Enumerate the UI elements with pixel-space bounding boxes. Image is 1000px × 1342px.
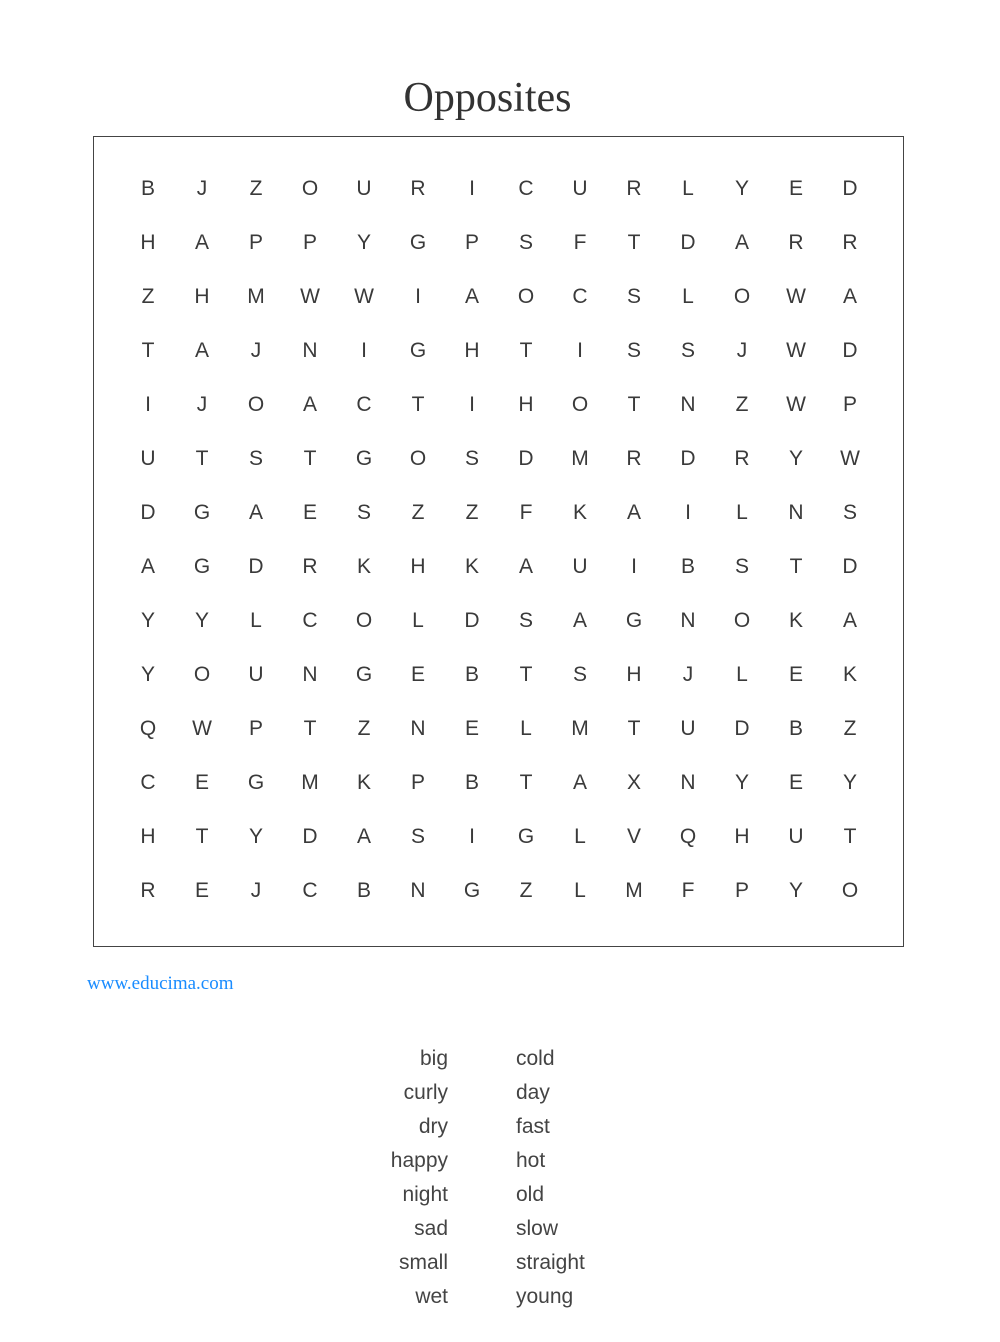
grid-letter[interactable]: U [140, 447, 156, 470]
grid-letter[interactable]: A [248, 501, 263, 524]
grid-letter[interactable]: T [519, 663, 533, 686]
grid-letter[interactable]: M [571, 447, 589, 470]
word-list-item: hot [516, 1149, 546, 1172]
grid-letter[interactable]: A [626, 501, 641, 524]
grid-letter[interactable]: A [302, 393, 317, 416]
grid-letter[interactable]: P [410, 771, 425, 794]
grid-letter[interactable]: H [140, 231, 156, 254]
word-list-item: fast [516, 1115, 550, 1138]
grid-letter[interactable]: Y [788, 879, 803, 902]
grid-letter[interactable]: H [518, 393, 534, 416]
grid-row [121, 432, 881, 486]
word-list-item: cold [516, 1047, 555, 1070]
grid-letter[interactable]: G [517, 825, 535, 848]
grid-letter[interactable]: L [250, 609, 262, 632]
grid-letter[interactable]: S [356, 501, 371, 524]
grid-letter[interactable]: Z [249, 177, 263, 200]
grid-letter[interactable]: F [519, 501, 533, 524]
grid-letter[interactable]: L [520, 717, 532, 740]
grid-letter[interactable]: N [680, 393, 696, 416]
grid-letter[interactable]: A [194, 231, 209, 254]
grid-letter[interactable]: N [410, 879, 426, 902]
grid-letter[interactable]: S [518, 609, 533, 632]
grid-letter[interactable]: O [355, 609, 373, 632]
word-list-item: night [402, 1183, 448, 1206]
grid-letter[interactable]: G [409, 231, 427, 254]
grid-letter[interactable]: Z [411, 501, 425, 524]
grid-letter[interactable]: R [626, 177, 642, 200]
grid-letter[interactable]: W [840, 447, 860, 470]
grid-row [121, 540, 881, 594]
grid-row [121, 756, 881, 810]
grid-letter[interactable]: Z [141, 285, 155, 308]
grid-letter[interactable]: K [572, 501, 587, 524]
grid-letter[interactable]: A [464, 285, 479, 308]
grid-letter[interactable]: S [572, 663, 587, 686]
word-list-item: day [516, 1081, 550, 1104]
grid-letter[interactable]: C [356, 393, 372, 416]
grid-letter[interactable]: B [788, 717, 803, 740]
grid-letter[interactable]: O [517, 285, 535, 308]
grid-letter[interactable]: D [734, 717, 750, 740]
grid-letter[interactable]: V [626, 825, 641, 848]
grid-letter[interactable]: G [355, 447, 373, 470]
grid-letter[interactable]: D [518, 447, 534, 470]
grid-letter[interactable]: U [788, 825, 804, 848]
grid-letter[interactable]: U [572, 555, 588, 578]
grid-letter[interactable]: T [141, 339, 155, 362]
grid-letter[interactable]: D [842, 555, 858, 578]
grid-letter[interactable]: I [469, 177, 475, 200]
grid-letter[interactable]: D [302, 825, 318, 848]
grid-letter[interactable]: M [625, 879, 643, 902]
word-column-left [391, 1042, 448, 1314]
grid-letter[interactable]: N [410, 717, 426, 740]
grid-letter[interactable]: T [627, 717, 641, 740]
grid-letter[interactable]: J [682, 663, 694, 686]
grid-letter[interactable]: H [140, 825, 156, 848]
word-list-item: straight [516, 1251, 585, 1274]
grid-letter[interactable]: T [411, 393, 425, 416]
grid-letter[interactable]: E [302, 501, 317, 524]
grid-letter[interactable]: R [734, 447, 750, 470]
grid-letter[interactable]: S [680, 339, 695, 362]
grid-letter[interactable]: G [193, 555, 211, 578]
grid-letter[interactable]: O [733, 609, 751, 632]
grid-letter[interactable]: R [410, 177, 426, 200]
word-list-item: curly [403, 1081, 448, 1104]
grid-letter[interactable]: Q [679, 825, 697, 848]
grid-letter[interactable]: W [786, 393, 806, 416]
grid-letter[interactable]: J [250, 339, 262, 362]
grid-letter[interactable]: T [519, 771, 533, 794]
grid-letter[interactable]: K [842, 663, 857, 686]
grid-letter[interactable]: K [464, 555, 479, 578]
word-list-item: big [419, 1047, 448, 1070]
grid-letter[interactable]: K [356, 771, 371, 794]
grid-row [121, 486, 881, 540]
grid-letter[interactable]: T [789, 555, 803, 578]
site-link[interactable]: www.educima.com [87, 973, 234, 994]
grid-letter[interactable]: C [302, 879, 318, 902]
grid-letter[interactable]: R [788, 231, 804, 254]
grid-letter[interactable]: D [248, 555, 264, 578]
grid-row [121, 378, 881, 432]
grid-letter[interactable]: Z [735, 393, 749, 416]
grid-letter[interactable]: J [250, 879, 262, 902]
word-list-item: sad [414, 1217, 448, 1240]
grid-letter[interactable]: A [518, 555, 533, 578]
grid-letter[interactable]: B [464, 771, 479, 794]
grid-letter[interactable]: A [572, 609, 587, 632]
grid-letter[interactable]: O [571, 393, 589, 416]
grid-letter[interactable]: Z [843, 717, 857, 740]
grid-letter[interactable]: A [572, 771, 587, 794]
grid-letter[interactable]: N [302, 663, 318, 686]
grid-letter[interactable]: E [788, 663, 803, 686]
page-title: Opposites [403, 75, 572, 121]
grid-letter[interactable]: Y [734, 177, 749, 200]
grid-letter[interactable]: J [196, 393, 208, 416]
grid-letter[interactable]: R [842, 231, 858, 254]
grid-letter[interactable]: L [736, 501, 748, 524]
grid-letter[interactable]: E [788, 177, 803, 200]
grid-letter[interactable]: S [734, 555, 749, 578]
grid-row [121, 324, 881, 378]
grid-letter[interactable]: U [248, 663, 264, 686]
grid-letter[interactable]: I [469, 393, 475, 416]
grid-letter[interactable]: C [518, 177, 534, 200]
word-list-item: young [516, 1285, 574, 1308]
grid-letter[interactable]: P [734, 879, 749, 902]
grid-letter[interactable]: M [571, 717, 589, 740]
grid-letter[interactable]: P [248, 231, 263, 254]
grid-letter[interactable]: A [194, 339, 209, 362]
grid-letter[interactable]: D [842, 339, 858, 362]
grid-letter[interactable]: Y [140, 609, 155, 632]
grid-letter[interactable]: I [361, 339, 367, 362]
grid-letter[interactable]: P [302, 231, 317, 254]
grid-letter[interactable]: L [736, 663, 748, 686]
grid-letter[interactable]: C [572, 285, 588, 308]
grid-letter[interactable]: T [303, 717, 317, 740]
grid-letter[interactable]: O [841, 879, 859, 902]
grid-letter[interactable]: E [788, 771, 803, 794]
word-list-item: slow [516, 1217, 559, 1240]
grid-letter[interactable]: O [733, 285, 751, 308]
grid-letter[interactable]: M [247, 285, 265, 308]
grid-letter[interactable]: I [415, 285, 421, 308]
grid-letter[interactable]: O [409, 447, 427, 470]
grid-letter[interactable]: S [842, 501, 857, 524]
grid-letter[interactable]: W [192, 717, 212, 740]
grid-letter[interactable]: T [843, 825, 857, 848]
word-list-item: old [516, 1183, 545, 1206]
grid-letter[interactable]: R [302, 555, 318, 578]
grid-letter[interactable]: K [356, 555, 371, 578]
grid-letter[interactable]: I [469, 825, 475, 848]
grid-letter[interactable]: T [303, 447, 317, 470]
grid-letter[interactable]: I [145, 393, 151, 416]
grid-letter[interactable]: E [194, 879, 209, 902]
grid-row [121, 702, 881, 756]
grid-letter[interactable]: I [685, 501, 691, 524]
grid-letter[interactable]: E [194, 771, 209, 794]
grid-letter[interactable]: W [300, 285, 320, 308]
grid-letter[interactable]: G [463, 879, 481, 902]
grid-letter[interactable]: N [680, 609, 696, 632]
grid-letter[interactable]: H [626, 663, 642, 686]
grid-letter[interactable]: H [734, 825, 750, 848]
grid-letter[interactable]: P [464, 231, 479, 254]
grid-letter[interactable]: H [410, 555, 426, 578]
grid-letter[interactable]: H [464, 339, 480, 362]
grid-letter[interactable]: A [842, 285, 857, 308]
grid-letter[interactable]: G [355, 663, 373, 686]
grid-letter[interactable]: W [354, 285, 374, 308]
grid-letter[interactable]: I [577, 339, 583, 362]
grid-row [121, 216, 881, 270]
grid-letter[interactable]: D [464, 609, 480, 632]
word-list-item: happy [390, 1149, 448, 1172]
word-column-right [516, 1042, 585, 1314]
grid-letter[interactable]: B [356, 879, 371, 902]
grid-letter[interactable]: D [140, 501, 156, 524]
grid-letter[interactable]: D [680, 231, 696, 254]
grid-letter[interactable]: A [356, 825, 371, 848]
grid-letter[interactable]: Y [842, 771, 857, 794]
grid-letter[interactable]: D [842, 177, 858, 200]
grid-letter[interactable]: A [734, 231, 749, 254]
grid-letter[interactable]: G [409, 339, 427, 362]
grid-letter[interactable]: U [356, 177, 372, 200]
grid-letter[interactable]: B [464, 663, 479, 686]
grid-letter[interactable]: S [410, 825, 425, 848]
grid-letter[interactable]: T [519, 339, 533, 362]
grid-letter[interactable]: B [680, 555, 695, 578]
grid-letter[interactable]: A [140, 555, 155, 578]
grid-letter[interactable]: X [626, 771, 641, 794]
grid-letter[interactable]: W [786, 339, 806, 362]
grid-letter[interactable]: Q [139, 717, 157, 740]
grid-letter[interactable]: C [302, 609, 318, 632]
grid-letter[interactable]: Z [357, 717, 371, 740]
grid-letter[interactable]: S [248, 447, 263, 470]
grid-letter[interactable]: P [248, 717, 263, 740]
grid-letter[interactable]: O [301, 177, 319, 200]
grid-letter[interactable]: L [412, 609, 424, 632]
grid-letter[interactable]: U [680, 717, 696, 740]
grid-letter[interactable]: S [626, 339, 641, 362]
grid-letter[interactable]: E [410, 663, 425, 686]
grid-letter[interactable]: K [788, 609, 803, 632]
grid-letter[interactable]: N [302, 339, 318, 362]
grid-letter[interactable]: L [682, 177, 694, 200]
grid-letter[interactable]: R [626, 447, 642, 470]
grid-letter[interactable]: M [301, 771, 319, 794]
grid-letter[interactable]: A [842, 609, 857, 632]
grid-letter[interactable]: T [627, 393, 641, 416]
grid-letter[interactable]: Z [519, 879, 533, 902]
grid-letter[interactable]: F [573, 231, 587, 254]
grid-letter[interactable]: N [788, 501, 804, 524]
grid-letter[interactable]: Y [140, 663, 155, 686]
grid-letter[interactable]: J [196, 177, 208, 200]
grid-row [121, 810, 881, 864]
grid-letter[interactable]: Z [465, 501, 479, 524]
grid-letter[interactable]: G [625, 609, 643, 632]
grid-letter[interactable]: S [518, 231, 533, 254]
grid-letter[interactable]: I [631, 555, 637, 578]
grid-letter[interactable]: G [247, 771, 265, 794]
grid-letter[interactable]: B [140, 177, 155, 200]
grid-letter[interactable]: D [680, 447, 696, 470]
grid-letter[interactable]: Y [356, 231, 371, 254]
grid-letter[interactable]: F [681, 879, 695, 902]
grid-letter[interactable]: O [193, 663, 211, 686]
grid-row [121, 864, 881, 918]
grid-letter[interactable]: U [572, 177, 588, 200]
word-list-item: dry [418, 1115, 448, 1138]
grid-letter[interactable]: Y [248, 825, 263, 848]
grid-letter[interactable]: Y [734, 771, 749, 794]
grid-letter[interactable]: S [626, 285, 641, 308]
grid-letter[interactable]: N [680, 771, 696, 794]
grid-letter[interactable]: L [682, 285, 694, 308]
grid-row [121, 594, 881, 648]
grid-letter[interactable]: L [574, 825, 586, 848]
grid-letter[interactable]: Y [194, 609, 209, 632]
grid-letter[interactable]: H [194, 285, 210, 308]
grid-letter[interactable]: T [195, 825, 209, 848]
word-list-item: small [398, 1251, 448, 1274]
grid-row [121, 648, 881, 702]
grid-letter[interactable]: E [464, 717, 479, 740]
grid-letter[interactable]: W [786, 285, 806, 308]
grid-letter[interactable]: C [140, 771, 156, 794]
grid-letter[interactable]: P [842, 393, 857, 416]
grid-letter[interactable]: T [195, 447, 209, 470]
grid-row [121, 270, 881, 324]
grid-letter[interactable]: J [736, 339, 748, 362]
word-list-item: wet [415, 1285, 448, 1308]
grid-letter[interactable]: S [464, 447, 479, 470]
grid-letter[interactable]: T [627, 231, 641, 254]
grid-letter[interactable]: Y [788, 447, 803, 470]
grid-letter[interactable]: O [247, 393, 265, 416]
grid-letter[interactable]: R [140, 879, 156, 902]
grid-row [121, 162, 881, 216]
grid-letter[interactable]: L [574, 879, 586, 902]
grid-letter[interactable]: G [193, 501, 211, 524]
